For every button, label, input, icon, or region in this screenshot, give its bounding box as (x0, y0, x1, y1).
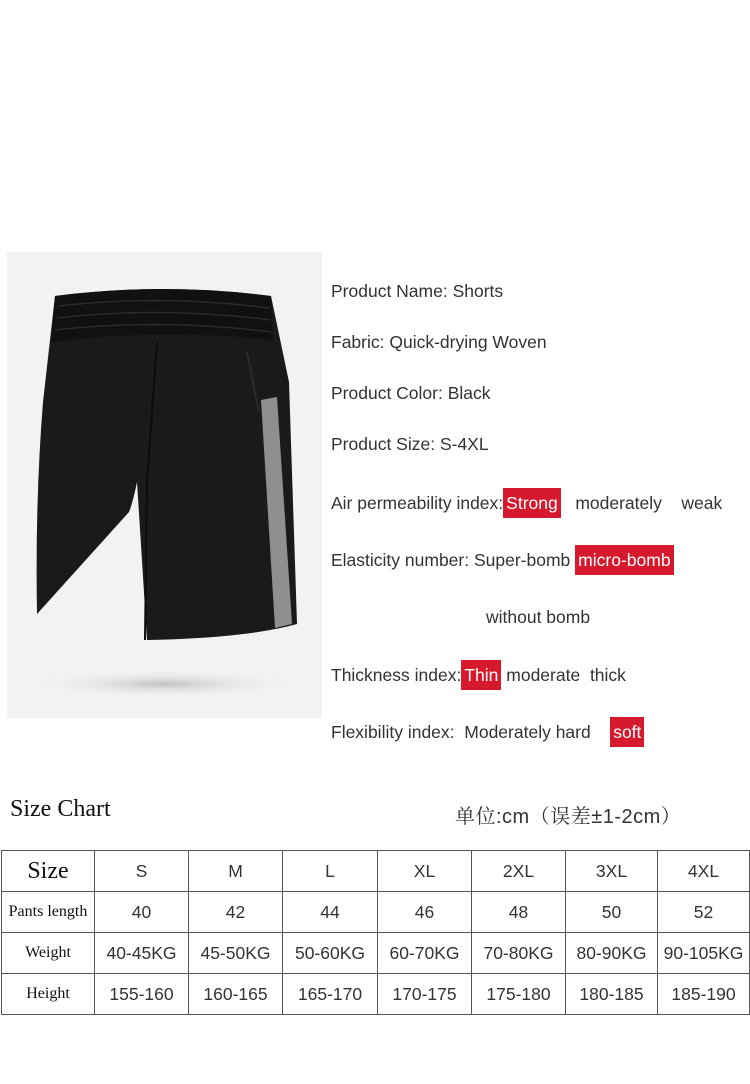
thickness-label: Thickness index: (331, 665, 462, 685)
table-row (2, 933, 750, 974)
thickness-option-moderate: moderate (506, 665, 581, 685)
table-cell: 160-165 (189, 974, 283, 1015)
size-chart-title: Size Chart (10, 796, 111, 822)
elasticity-option-super-bomb: Super-bomb (473, 550, 571, 570)
table-cell: 48 (472, 892, 566, 933)
table-cell: 170-175 (378, 974, 472, 1015)
flexibility-option-moderately-hard: Moderately hard (464, 722, 591, 742)
table-cell: 46 (378, 892, 472, 933)
spec-fabric: Fabric: Quick-drying Woven (331, 332, 547, 352)
elasticity-option-without-bomb: without bomb (486, 607, 591, 627)
table-cell: 165-170 (283, 974, 378, 1015)
size-header-cell: M (189, 851, 283, 892)
spec-color: Product Color: Black (331, 383, 491, 403)
table-cell: 52 (658, 892, 750, 933)
air-option-weak: weak (681, 493, 723, 513)
table-cell: 50 (566, 892, 658, 933)
table-cell: 175-180 (472, 974, 566, 1015)
product-photo (7, 252, 322, 718)
table-cell: 40-45KG (95, 933, 189, 974)
spec-elasticity (331, 550, 674, 571)
table-cell: 180-185 (566, 974, 658, 1015)
air-option-strong: Strong (503, 488, 561, 518)
shorts-illustration (7, 252, 322, 718)
row-label-pants-length: Pants length (2, 892, 95, 933)
table-cell: 45-50KG (189, 933, 283, 974)
row-label-height: Height (2, 974, 95, 1015)
spec-flexibility (331, 722, 644, 743)
size-header-cell: L (283, 851, 378, 892)
table-row (2, 974, 750, 1015)
table-cell: 70-80KG (472, 933, 566, 974)
table-cell: 155-160 (95, 974, 189, 1015)
table-cell: 40 (95, 892, 189, 933)
table-cell: 185-190 (658, 974, 750, 1015)
elasticity-option-micro-bomb: micro-bomb (575, 545, 673, 575)
row-label-weight: Weight (2, 933, 95, 974)
table-cell: 90-105KG (658, 933, 750, 974)
size-header-row (2, 851, 750, 892)
thickness-option-thick: thick (589, 665, 626, 685)
table-cell: 80-90KG (566, 933, 658, 974)
air-option-moderately: moderately (575, 493, 662, 513)
table-cell: 50-60KG (283, 933, 378, 974)
flexibility-label: Flexibility index: (331, 722, 455, 742)
flexibility-option-soft: soft (610, 717, 644, 747)
spec-product-name: Product Name: Shorts (331, 281, 504, 301)
table-row (2, 892, 750, 933)
floor-shadow (24, 670, 304, 698)
elasticity-label: Elasticity number: (331, 550, 470, 570)
thickness-option-thin: Thin (461, 660, 501, 690)
table-cell: 42 (189, 892, 283, 933)
spec-size: Product Size: S-4XL (331, 434, 489, 454)
unit-note: 单位:cm（误差±1-2cm） (455, 806, 682, 828)
size-header-cell: 4XL (658, 851, 750, 892)
spec-air-permeability (331, 493, 722, 514)
size-header-cell: S (95, 851, 189, 892)
shorts-body (37, 289, 297, 640)
size-header-cell: 2XL (472, 851, 566, 892)
table-cell: 44 (283, 892, 378, 933)
size-header-cell: XL (378, 851, 472, 892)
size-corner-label: Size (2, 851, 95, 892)
size-chart-table (1, 850, 750, 1015)
table-cell: 60-70KG (378, 933, 472, 974)
spec-thickness (331, 665, 626, 686)
air-label: Air permeability index: (331, 493, 504, 513)
size-header-cell: 3XL (566, 851, 658, 892)
